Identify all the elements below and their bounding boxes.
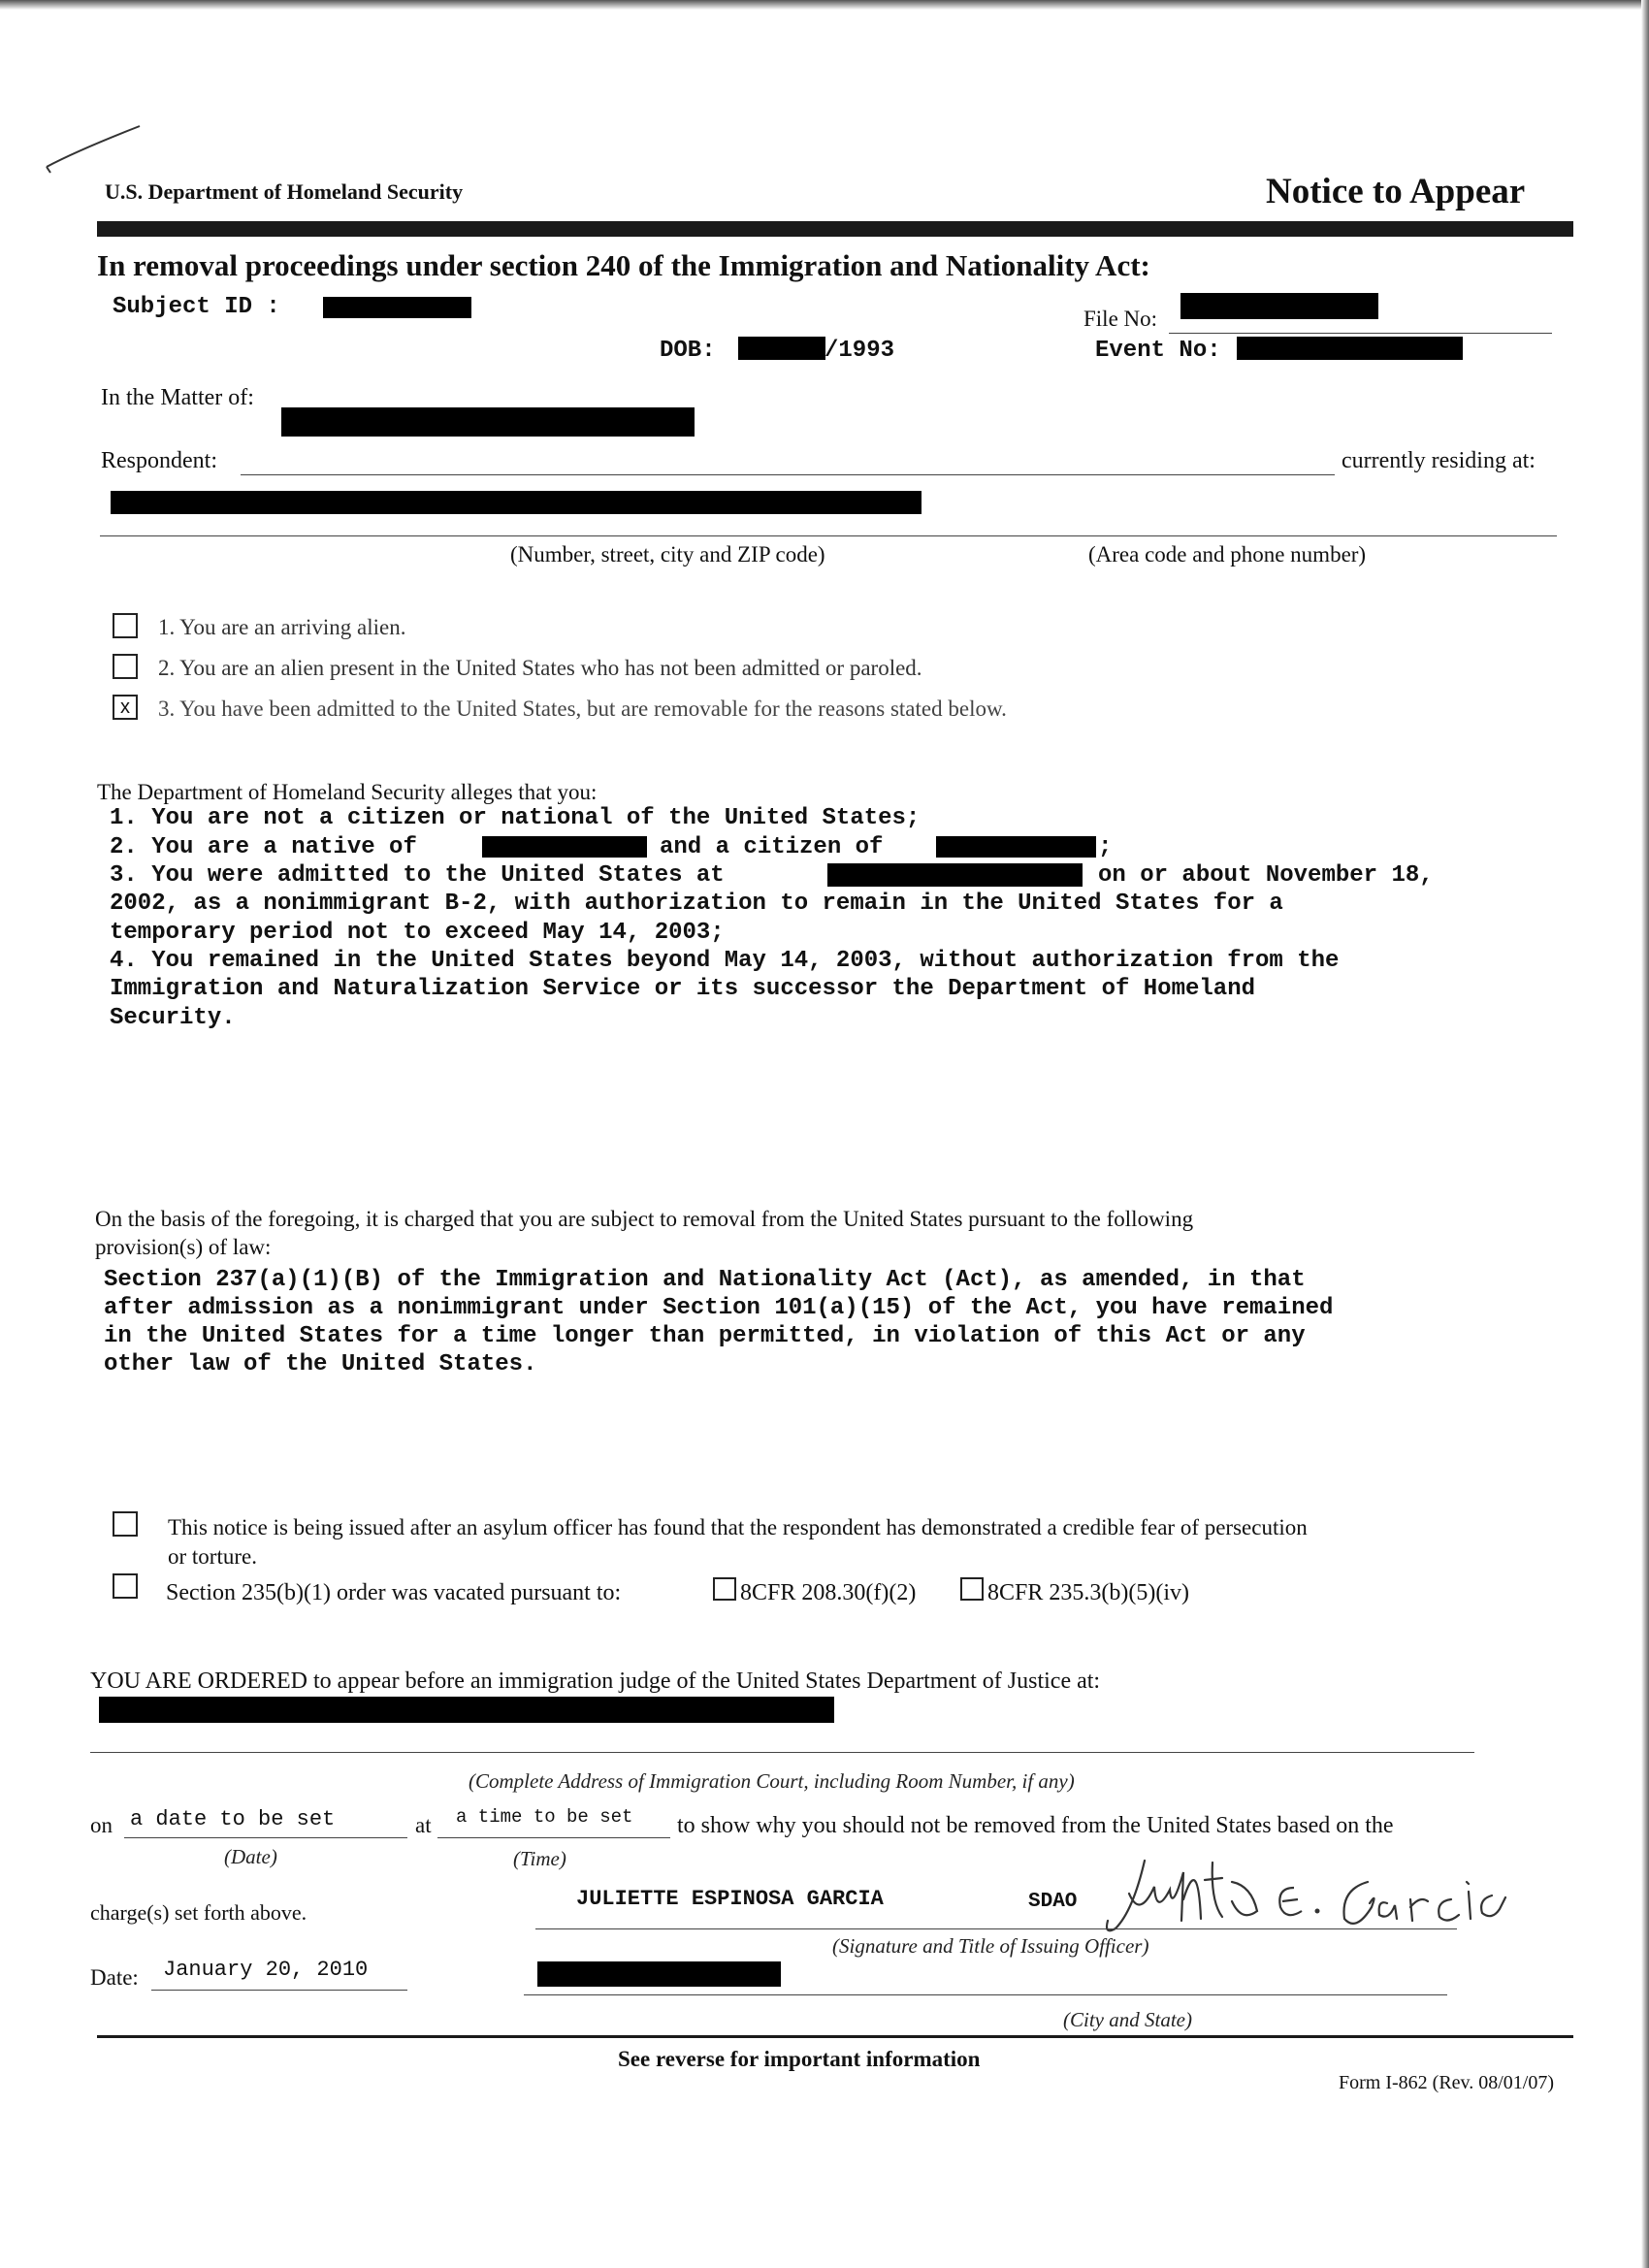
header-rule — [97, 221, 1573, 237]
charge-text-1: Section 237(a)(1)(B) of the Immigration and Nationality Act (Act), as amended, in that — [104, 1267, 1306, 1293]
allegation-2-native: 2. You are a native of — [110, 834, 417, 860]
court-address-underline — [90, 1752, 1474, 1753]
credible-fear-text-cont: or torture. — [168, 1544, 257, 1569]
officer-title: SDAO — [1028, 1891, 1078, 1913]
order-text: YOU ARE ORDERED to appear before an immigration judge of the United States Department of Justice at: — [90, 1669, 1101, 1694]
proceedings-heading: In removal proceedings under section 240 of the Immigration and Nationality Act: — [97, 248, 1150, 282]
dob-redaction — [738, 337, 825, 360]
cfr-208-label: 8CFR 208.30(f)(2) — [740, 1580, 917, 1605]
status-option-1: 1. You are an arriving alien. — [158, 615, 406, 639]
time-caption: (Time) — [513, 1847, 566, 1870]
allegation-2-citizen: and a citizen of — [660, 834, 884, 860]
matter-label: In the Matter of: — [101, 385, 254, 410]
address-redaction — [111, 491, 922, 514]
charge-text-4: other law of the United States. — [104, 1351, 537, 1377]
issue-date-underline — [151, 1990, 407, 1991]
officer-name: JULIETTE ESPINOSA GARCIA — [576, 1887, 884, 1911]
show-why-text: to show why you should not be removed from the United States based on the — [677, 1813, 1394, 1838]
allegation-3-date: on or about November 18, — [1098, 862, 1434, 889]
citizen-redaction — [936, 836, 1096, 858]
at-label: at — [415, 1813, 432, 1837]
signature-caption: (Signature and Title of Issuing Officer) — [832, 1934, 1149, 1958]
file-no-label: File No: — [1083, 307, 1158, 331]
phone-caption: (Area code and phone number) — [1088, 542, 1367, 567]
residing-label: currently residing at: — [1342, 448, 1536, 473]
dob-year: /1993 — [824, 338, 895, 364]
credible-fear-text: This notice is being issued after an asylum officer has found that the respondent has demonstrated a credible fear of persecution — [168, 1515, 1308, 1539]
appearance-time: a time to be set — [456, 1806, 633, 1828]
allegation-3-end: temporary period not to exceed May 14, 2003; — [110, 920, 725, 946]
form-title: Notice to Appear — [1266, 172, 1526, 211]
vacated-label: Section 235(b)(1) order was vacated pursuant to: — [166, 1580, 622, 1605]
credible-fear-checkbox[interactable] — [113, 1511, 138, 1537]
date-caption: (Date) — [224, 1845, 277, 1868]
allegation-3-cont: 2002, as a nonimmigrant B-2, with authorization to remain in the United States for a — [110, 891, 1283, 917]
city-state-caption: (City and State) — [1063, 2008, 1192, 2031]
address-underline — [100, 535, 1557, 536]
charges-forth-text: charge(s) set forth above. — [90, 1900, 307, 1925]
cfr-208-checkbox[interactable] — [713, 1577, 736, 1601]
address-caption: (Number, street, city and ZIP code) — [510, 542, 825, 567]
issue-date: January 20, 2010 — [163, 1958, 369, 1982]
court-address-redaction — [99, 1697, 834, 1723]
file-no-underline — [1169, 333, 1552, 334]
footer-rule — [97, 2035, 1573, 2038]
allegation-2-end: ; — [1098, 834, 1113, 860]
city-state-underline — [524, 1994, 1447, 1995]
status-checkbox-1[interactable] — [113, 613, 138, 638]
subject-id-redaction — [323, 297, 471, 318]
event-no-redaction — [1237, 337, 1463, 360]
officer-signature — [1086, 1843, 1552, 1960]
status-checkbox-2[interactable] — [113, 654, 138, 679]
respondent-label: Respondent: — [101, 448, 217, 473]
port-of-entry-redaction — [827, 863, 1083, 887]
charge-text-3: in the United States for a time longer than permitted, in violation of this Act or any — [104, 1323, 1306, 1349]
appearance-date: a date to be set — [130, 1807, 336, 1831]
form-id: Form I-862 (Rev. 08/01/07) — [1339, 2072, 1555, 2093]
cfr-235-label: 8CFR 235.3(b)(5)(iv) — [987, 1580, 1189, 1605]
allegation-3-port: 3. You were admitted to the United States at — [110, 862, 725, 889]
allegation-4-end: Security. — [110, 1005, 236, 1031]
on-label: on — [90, 1813, 113, 1837]
charge-text-2: after admission as a nonimmigrant under Section 101(a)(15) of the Act, you have remained — [104, 1295, 1334, 1321]
signature-line — [535, 1928, 1457, 1929]
city-state-redaction — [537, 1961, 781, 1987]
pen-mark — [39, 116, 155, 184]
dob-label: DOB: — [660, 338, 716, 364]
allegations-intro: The Department of Homeland Security alleges that you: — [97, 780, 598, 804]
time-underline — [437, 1837, 670, 1838]
allegation-1: 1. You are not a citizen or national of the United States; — [110, 805, 921, 831]
date-underline — [124, 1837, 407, 1838]
status-checkbox-3[interactable]: x — [113, 695, 138, 720]
native-redaction — [482, 836, 647, 858]
court-caption: (Complete Address of Immigration Court, including Room Number, if any) — [469, 1769, 1075, 1793]
status-option-3: 3. You have been admitted to the United States, but are removable for the reasons stated below. — [158, 697, 1007, 721]
scan-top-edge — [0, 0, 1649, 10]
subject-id-label: Subject ID : — [113, 294, 280, 320]
charges-intro: On the basis of the foregoing, it is charged that you are subject to removal from the United States pursuant to the following — [95, 1207, 1194, 1231]
allegation-4: 4. You remained in the United States beyond May 14, 2003, without authorization from the — [110, 948, 1340, 974]
issue-date-label: Date: — [90, 1965, 139, 1990]
status-option-2: 2. You are an alien present in the United States who has not been admitted or paroled. — [158, 656, 922, 680]
event-no-label: Event No: — [1095, 338, 1221, 364]
file-no-redaction — [1180, 293, 1378, 319]
allegation-4-cont: Immigration and Naturalization Service or its successor the Department of Homeland — [110, 976, 1255, 1002]
scan-right-edge — [1641, 0, 1649, 2268]
cfr-235-checkbox[interactable] — [960, 1577, 984, 1601]
agency-name: U.S. Department of Homeland Security — [105, 179, 464, 204]
matter-redaction — [281, 407, 695, 437]
reverse-note: See reverse for important information — [618, 2047, 981, 2071]
respondent-underline — [241, 474, 1335, 475]
vacated-checkbox[interactable] — [113, 1573, 138, 1599]
charges-intro-cont: provision(s) of law: — [95, 1235, 272, 1259]
